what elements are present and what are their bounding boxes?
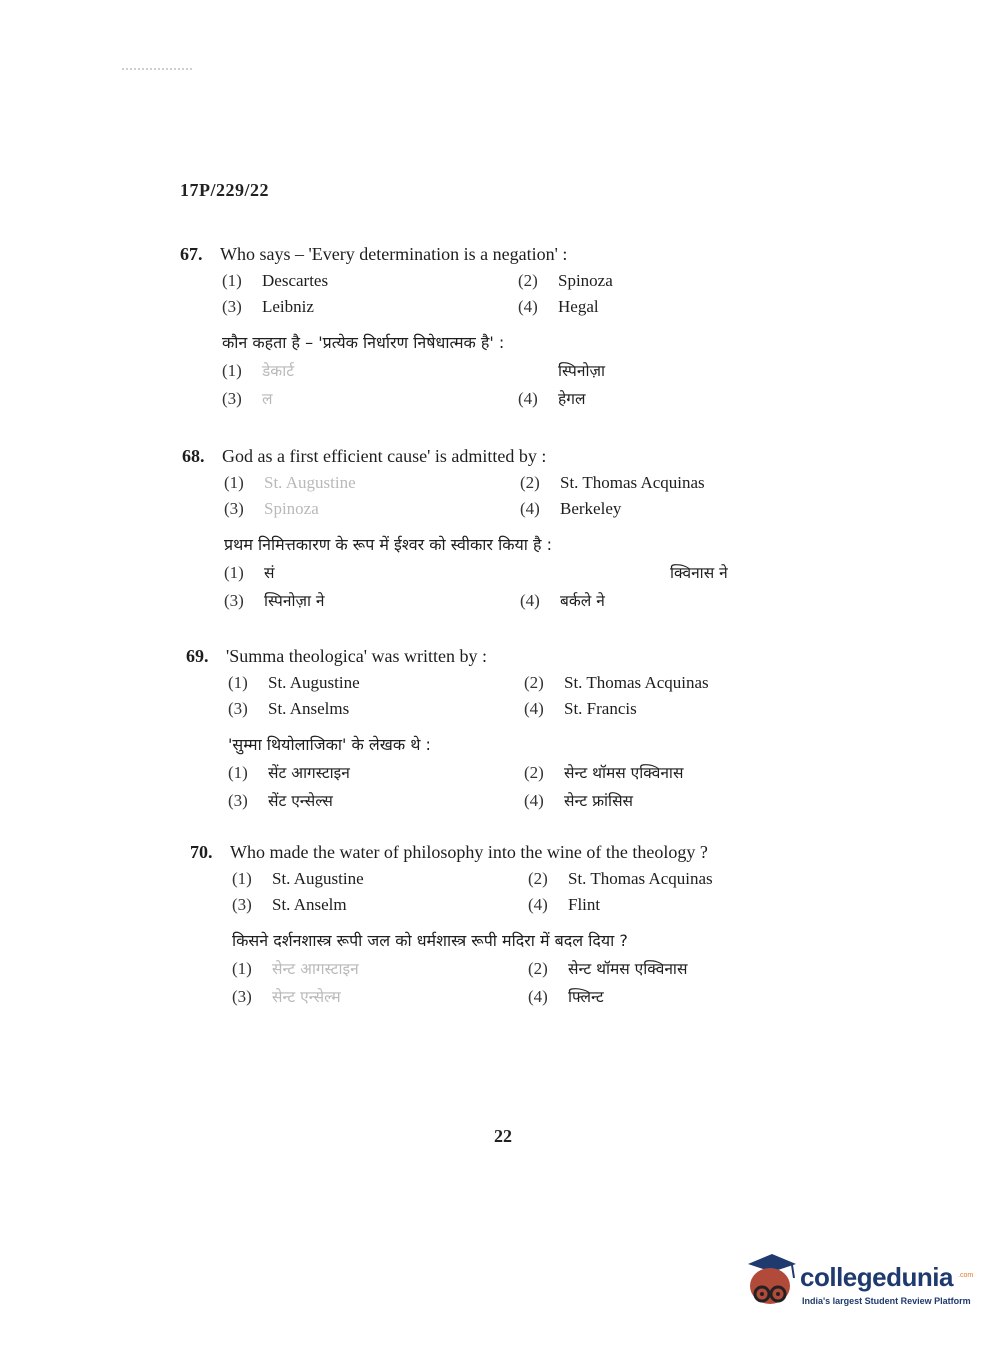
option-3[interactable] [228, 699, 524, 719]
option-2-hi[interactable] [524, 761, 824, 783]
option-3-hi[interactable] [228, 789, 524, 811]
option-4-hi[interactable] [524, 789, 824, 811]
option-1-hi[interactable] [224, 561, 520, 583]
option-text: Berkeley [560, 499, 622, 518]
option-number: (2) [528, 959, 548, 978]
option-text: St. Thomas Acquinas [564, 673, 709, 692]
option-number: (4) [518, 297, 538, 316]
option-text: Spinoza [264, 499, 319, 518]
option-number: (3) [222, 297, 242, 316]
option-number: (3) [228, 699, 248, 718]
option-number: (3) [222, 389, 242, 408]
question-text-hi: कौन कहता है – 'प्रत्येक निर्धारण निषेधात्मक है' : [222, 333, 505, 352]
question-stem-en [190, 842, 810, 863]
paper-code: 17P/229/22 [180, 180, 269, 200]
option-2-hi[interactable] [520, 561, 820, 583]
option-text: सेन्ट फ्रांसिस [564, 792, 634, 810]
option-number: (2) [524, 763, 544, 782]
option-3[interactable] [224, 499, 520, 519]
option-number: (4) [524, 699, 544, 718]
option-4-hi[interactable] [528, 985, 828, 1007]
option-text: स्पिनोज़ा ने [264, 592, 325, 610]
question-text-hi: 'सुम्मा थियोलाजिका' के लेखक थे : [228, 735, 431, 754]
option-text: स्पिनोज़ा [558, 362, 605, 380]
option-2-hi[interactable] [518, 359, 818, 381]
option-1-hi[interactable] [228, 761, 524, 783]
page-number: 22 [494, 1126, 512, 1146]
question-stem-en [182, 446, 802, 467]
question-stem-en [180, 244, 800, 265]
option-number: (4) [528, 987, 548, 1006]
question-68 [182, 446, 802, 611]
option-number: (1) [224, 563, 244, 582]
option-number: (1) [224, 473, 244, 492]
option-text: फ्लिन्ट [568, 988, 604, 1006]
option-number: (4) [520, 499, 540, 518]
option-4[interactable] [518, 297, 818, 317]
question-text-en: 'Summa theologica' was written by : [226, 646, 487, 666]
option-2[interactable] [524, 673, 824, 693]
logo-tagline: India's largest Student Review Platform [802, 1296, 971, 1306]
option-1[interactable] [224, 473, 520, 493]
logo-wordmark: collegedunia [800, 1262, 953, 1292]
option-text: सेन्ट थॉमस एक्विनास [568, 960, 688, 978]
question-text-hi: किसने दर्शनशास्त्र रूपी जल को धर्मशास्त्र रूपी मदिरा में बदल दिया ? [232, 931, 628, 950]
option-3-hi[interactable] [224, 589, 520, 611]
option-text: Hegal [558, 297, 599, 316]
option-text: हेगल [558, 390, 586, 408]
option-1[interactable] [228, 673, 524, 693]
question-text-hi: प्रथम निमित्तकारण के रूप में ईश्वर को स्वीकार किया है : [224, 535, 552, 554]
option-3-hi[interactable] [222, 387, 518, 409]
option-number: (3) [224, 499, 244, 518]
option-4-hi[interactable] [518, 387, 818, 409]
option-1[interactable] [222, 271, 518, 291]
option-number: (4) [528, 895, 548, 914]
option-number: (1) [228, 763, 248, 782]
option-text: सेन्ट एन्सेल्म [272, 988, 341, 1006]
scan-mark [122, 68, 192, 72]
option-text: St. Augustine [272, 869, 364, 888]
option-number: (1) [228, 673, 248, 692]
options-en [222, 271, 800, 317]
question-number: 68. [182, 446, 205, 466]
mascot-icon [742, 1250, 800, 1314]
question-number: 69. [186, 646, 209, 666]
option-text: St. Augustine [264, 473, 356, 492]
option-1-hi[interactable] [222, 359, 518, 381]
option-number: (1) [222, 361, 242, 380]
options-hi [224, 561, 802, 611]
option-text: Flint [568, 895, 601, 914]
option-number: (3) [232, 895, 252, 914]
option-1[interactable] [232, 869, 528, 889]
option-text: बर्कले ने [560, 592, 605, 610]
question-number: 70. [190, 842, 213, 862]
option-3[interactable] [232, 895, 528, 915]
option-text: सेन्ट थॉमस एक्विनास [564, 764, 684, 782]
option-number: (2) [528, 869, 548, 888]
option-2[interactable] [528, 869, 828, 889]
option-text: सेन्ट आगस्टाइन [272, 960, 359, 978]
options-hi [222, 359, 800, 409]
option-4-hi[interactable] [520, 589, 820, 611]
option-number: (4) [518, 389, 538, 408]
option-text: डेकार्ट [262, 362, 295, 380]
option-text: St. Thomas Acquinas [560, 473, 705, 492]
option-number: (1) [222, 271, 242, 290]
option-number: (2) [520, 473, 540, 492]
option-2[interactable] [518, 271, 818, 291]
option-number: (3) [224, 591, 244, 610]
option-number: (2) [518, 271, 538, 290]
option-number: (4) [520, 591, 540, 610]
option-text: Leibniz [262, 297, 314, 316]
option-text: St. Francis [564, 699, 637, 718]
option-number: (3) [228, 791, 248, 810]
question-stem-en [186, 646, 806, 667]
collegedunia-logo[interactable] [742, 1250, 972, 1314]
option-3-hi[interactable] [232, 985, 528, 1007]
option-4[interactable] [520, 499, 820, 519]
option-text: सेंट एन्सेल्स [268, 792, 333, 810]
option-number: (2) [524, 673, 544, 692]
options-hi [228, 761, 806, 811]
option-2-hi[interactable] [528, 957, 828, 979]
question-number: 67. [180, 244, 203, 264]
option-text: सेंट आगस्टाइन [268, 764, 350, 782]
question-70 [190, 842, 810, 1007]
logo-suffix: .com [958, 1272, 974, 1279]
option-text: क्विनास ने [670, 564, 728, 582]
options-en [232, 869, 810, 915]
option-2[interactable] [520, 473, 820, 493]
option-text: St. Augustine [268, 673, 360, 692]
option-number: (1) [232, 869, 252, 888]
option-number: (4) [524, 791, 544, 810]
question-text-en: Who made the water of philosophy into the wine of the theology ? [230, 842, 708, 862]
option-text: St. Anselms [268, 699, 350, 718]
question-text-en: Who says – 'Every determination is a negation' : [220, 244, 568, 264]
options-en [224, 473, 802, 519]
option-text: St. Thomas Acquinas [568, 869, 713, 888]
option-text: सं [264, 564, 275, 582]
option-number: (3) [232, 987, 252, 1006]
option-number: (1) [232, 959, 252, 978]
question-text-en: God as a first efficient cause' is admitted by : [222, 446, 547, 466]
option-4[interactable] [528, 895, 828, 915]
option-text: ल [262, 390, 273, 408]
question-69 [186, 646, 806, 811]
question-67 [180, 244, 800, 409]
option-3[interactable] [222, 297, 518, 317]
option-4[interactable] [524, 699, 824, 719]
option-text: Spinoza [558, 271, 613, 290]
options-en [228, 673, 806, 719]
option-text: Descartes [262, 271, 329, 290]
option-1-hi[interactable] [232, 957, 528, 979]
option-text: St. Anselm [272, 895, 347, 914]
options-hi [232, 957, 810, 1007]
